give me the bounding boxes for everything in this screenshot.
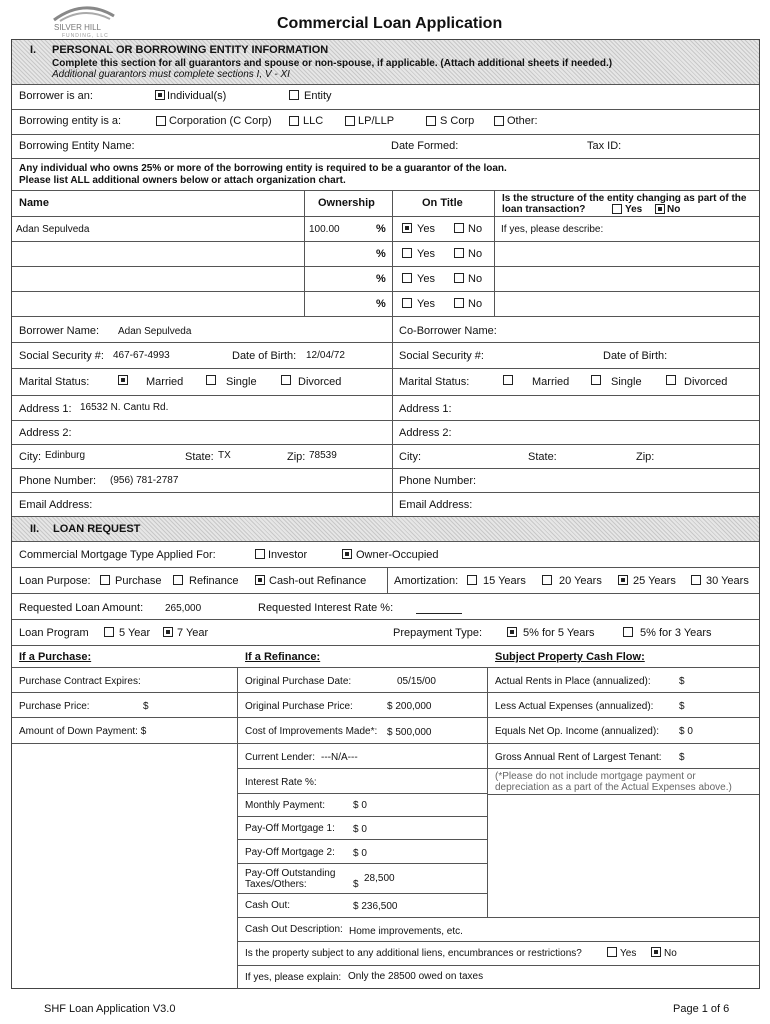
coborrower-marital-label: Marital Status:: [399, 376, 470, 388]
amort-30-checkbox[interactable]: [691, 575, 701, 585]
cash-out-desc-value: Home improvements, etc.: [349, 926, 463, 937]
owner1-title-yes: Yes: [417, 223, 435, 235]
borrower-dob-value: 12/04/72: [306, 350, 345, 361]
coborrower-divorced-checkbox[interactable]: [666, 375, 676, 385]
program-7yr-label: 7 Year: [177, 627, 209, 639]
borrower-single-label: Single: [226, 376, 257, 388]
borrower-dob-label: Date of Birth:: [232, 350, 297, 362]
borrower-ssn-value: 467-67-4993: [113, 350, 170, 361]
structure-describe-label: If yes, please describe:: [501, 224, 604, 235]
owner2-title-no-checkbox[interactable]: [454, 248, 464, 258]
loan-amount-label: Requested Loan Amount:: [19, 602, 144, 614]
coborrower-addr2-label: Address 2:: [399, 427, 452, 439]
refi-col-head: If a Refinance:: [245, 651, 321, 663]
owners-col-structure-2: loan transaction?: [502, 204, 586, 215]
cash-out-label: Cash Out:: [245, 900, 291, 911]
borrower-phone-label: Phone Number:: [19, 475, 97, 487]
entity-type-label: Borrowing entity is a:: [19, 115, 122, 127]
borrower-state-value: TX: [218, 450, 231, 461]
coborrower-ssn-label: Social Security #:: [399, 350, 484, 362]
scorp-checkbox[interactable]: [426, 116, 436, 126]
owner4-pct: %: [376, 298, 386, 310]
expenses-note-2: depreciation as a part of the Actual Expenses above.): [495, 782, 732, 793]
borrower-married-checkbox[interactable]: [118, 375, 128, 385]
borrower-phone-value: (956) 781-2787: [110, 475, 179, 486]
owner3-title-no-checkbox[interactable]: [454, 273, 464, 283]
noi-label: Equals Net Op. Income (annualized):: [495, 726, 659, 737]
coborrower-phone-label: Phone Number:: [399, 475, 477, 487]
owner4-title-yes: Yes: [417, 298, 435, 310]
owners-col-title: On Title: [422, 197, 463, 209]
amort-15-checkbox[interactable]: [467, 575, 477, 585]
owner2-title-yes-checkbox[interactable]: [402, 248, 412, 258]
liens-label: Is the property subject to any additional liens, encumbrances or restrictions?: [245, 948, 582, 959]
coborrower-dob-label: Date of Birth:: [603, 350, 668, 362]
current-lender-label: Current Lender:: [245, 752, 316, 763]
scorp-label: S Corp: [440, 115, 475, 127]
section1-note: Additional guarantors must complete sections I, V - XI: [52, 69, 290, 80]
expenses-note-1: (*Please do not include mortgage payment or: [495, 771, 696, 782]
borrower-addr2-label: Address 2:: [19, 427, 72, 439]
coborrower-divorced-label: Divorced: [684, 376, 728, 388]
coborrower-state-label: State:: [528, 451, 557, 463]
coborrower-email-label: Email Address:: [399, 499, 473, 511]
taxes-cur: $: [353, 879, 359, 890]
borrower-divorced-label: Divorced: [298, 376, 342, 388]
purchase-expires-label: Purchase Contract Expires:: [19, 676, 141, 687]
refinance-label: Refinance: [189, 575, 239, 587]
corp-label: Corporation (C Corp): [169, 115, 272, 127]
explain-label: If yes, please explain:: [245, 972, 342, 983]
section2-num: II.: [30, 523, 40, 535]
owner-occupied-label: Owner-Occupied: [356, 549, 439, 561]
lp-checkbox[interactable]: [345, 116, 355, 126]
improvements-label: Cost of Improvements Made*:: [245, 726, 378, 737]
owner2-title-yes: Yes: [417, 248, 435, 260]
section1-instructions: Complete this section for all guarantors and spouse or non-spouse, if applicable. (Attach additional sheets if needed.): [52, 58, 613, 69]
largest-tenant-value: $: [679, 752, 685, 763]
owners-note-line1: Any individual who owns 25% or more of the borrowing entity is required to be a guarantor of the loan.: [19, 163, 507, 174]
company-logo: [48, 4, 120, 40]
owners-col-ownership: Ownership: [318, 197, 375, 209]
improvements-value: $ 500,000: [387, 727, 432, 738]
owner3-pct: %: [376, 273, 386, 285]
rents-value: $: [679, 676, 685, 687]
amortization-label: Amortization:: [394, 575, 459, 587]
coborrower-married-checkbox[interactable]: [503, 375, 513, 385]
tax-id-label: Tax ID:: [587, 140, 622, 152]
owner-occupied-checkbox[interactable]: [342, 549, 352, 559]
amort-20-label: 20 Years: [559, 575, 602, 587]
borrower-zip-value: 78539: [309, 450, 337, 461]
orig-price-label: Original Purchase Price:: [245, 701, 353, 712]
owner1-name: Adan Sepulveda: [16, 224, 90, 235]
structure-no-label: No: [667, 204, 681, 215]
llc-label: LLC: [303, 115, 324, 127]
individual-label: Individual(s): [167, 90, 227, 102]
liens-yes-checkbox[interactable]: [607, 947, 617, 957]
refi-rate-label: Interest Rate %:: [245, 777, 317, 788]
owner3-title-yes: Yes: [417, 273, 435, 285]
taxes-label-2: Taxes/Others:: [245, 879, 307, 890]
borrower-city-value: Edinburg: [45, 450, 86, 461]
owner1-pct: %: [376, 223, 386, 235]
coborrower-addr1-label: Address 1:: [399, 403, 452, 415]
investor-label: Investor: [268, 549, 308, 561]
rents-label: Actual Rents in Place (annualized):: [495, 676, 651, 687]
cash-out-value: $ 236,500: [353, 901, 398, 912]
structure-yes-checkbox[interactable]: [612, 204, 622, 214]
coborrower-single-label: Single: [611, 376, 642, 388]
borrower-state-label: State:: [185, 451, 214, 463]
purchase-checkbox[interactable]: [100, 575, 110, 585]
interest-rate-field[interactable]: [416, 613, 462, 614]
section1-title: PERSONAL OR BORROWING ENTITY INFORMATION: [52, 44, 329, 56]
prepayment-label: Prepayment Type:: [393, 627, 483, 639]
owner1-ownership: 100.00: [309, 224, 340, 235]
largest-tenant-label: Gross Annual Rent of Largest Tenant:: [495, 752, 662, 763]
owner1-title-yes-checkbox[interactable]: [402, 223, 412, 233]
borrower-name-value: Adan Sepulveda: [118, 326, 192, 337]
borrower-marital-label: Marital Status:: [19, 376, 90, 388]
prepay-5-label: 5% for 5 Years: [523, 627, 595, 639]
coborrower-zip-label: Zip:: [636, 451, 655, 463]
owner3-title-yes-checkbox[interactable]: [402, 273, 412, 283]
other-label: Other:: [507, 115, 538, 127]
liens-yes-label: Yes: [620, 948, 637, 959]
borrower-single-checkbox[interactable]: [206, 375, 216, 385]
liens-no-checkbox[interactable]: [651, 947, 661, 957]
amort-25-checkbox[interactable]: [618, 575, 628, 585]
taxes-label-1: Pay-Off Outstanding: [245, 868, 336, 879]
footer-page: Page 1 of 6: [673, 1003, 730, 1015]
amort-30-label: 30 Years: [706, 575, 749, 587]
loan-program-label: Loan Program: [19, 627, 89, 639]
program-5yr-label: 5 Year: [119, 627, 151, 639]
purchase-label: Purchase: [115, 575, 162, 587]
amort-20-checkbox[interactable]: [542, 575, 552, 585]
orig-date-value: 05/15/00: [397, 676, 436, 687]
amort-15-label: 15 Years: [483, 575, 526, 587]
cash-col-head: Subject Property Cash Flow:: [495, 651, 645, 663]
orig-date-label: Original Purchase Date:: [245, 676, 352, 687]
loan-amount-value: 265,000: [165, 603, 202, 614]
payoff1-label: Pay-Off Mortgage 1:: [245, 823, 335, 834]
prepay-5-checkbox[interactable]: [507, 627, 517, 637]
date-formed-label: Date Formed:: [391, 140, 459, 152]
payoff1-value: $ 0: [353, 824, 367, 835]
borrower-addr1-value: 16532 N. Cantu Rd.: [80, 402, 169, 413]
entity-label: Entity: [304, 90, 332, 102]
payoff2-label: Pay-Off Mortgage 2:: [245, 847, 335, 858]
cashout-refinance-checkbox[interactable]: [255, 575, 265, 585]
payoff2-value: $ 0: [353, 848, 367, 859]
expenses-label: Less Actual Expenses (annualized):: [495, 701, 654, 712]
llc-checkbox[interactable]: [289, 116, 299, 126]
amort-25-label: 25 Years: [633, 575, 676, 587]
loan-purpose-label: Loan Purpose:: [19, 575, 91, 587]
section1-num: I.: [30, 44, 37, 56]
program-5yr-checkbox[interactable]: [104, 627, 114, 637]
noi-value: $ 0: [679, 726, 693, 737]
expenses-value: $: [679, 701, 685, 712]
logo-name: SILVER HILL: [54, 23, 101, 32]
monthly-payment-value: $ 0: [353, 800, 367, 811]
borrower-name-label: Borrower Name:: [19, 325, 100, 337]
borrower-addr1-label: Address 1:: [19, 403, 72, 415]
coborrower-married-label: Married: [532, 376, 570, 388]
interest-rate-label: Requested Interest Rate %:: [258, 602, 394, 614]
down-payment-label: Amount of Down Payment: $: [19, 726, 147, 737]
entity-checkbox[interactable]: [289, 90, 299, 100]
borrower-ssn-label: Social Security #:: [19, 350, 104, 362]
owners-col-name: Name: [19, 197, 49, 209]
purchase-price-value: $: [143, 701, 149, 712]
explain-value: Only the 28500 owed on taxes: [348, 971, 484, 982]
cashout-refinance-label: Cash-out Refinance: [269, 575, 367, 587]
liens-no-label: No: [664, 948, 677, 959]
logo-sub: FUNDING, LLC: [62, 33, 109, 39]
refinance-checkbox[interactable]: [173, 575, 183, 585]
lp-label: LP/LLP: [358, 115, 395, 127]
coborrower-single-checkbox[interactable]: [591, 375, 601, 385]
structure-no-checkbox[interactable]: [655, 204, 665, 214]
owner2-pct: %: [376, 248, 386, 260]
borrower-type-label: Borrower is an:: [19, 90, 93, 102]
corp-checkbox[interactable]: [156, 116, 166, 126]
owner1-title-no: No: [468, 223, 483, 235]
program-7yr-checkbox[interactable]: [163, 627, 173, 637]
page-title: Commercial Loan Application: [277, 15, 503, 32]
borrower-zip-label: Zip:: [287, 451, 306, 463]
other-checkbox[interactable]: [494, 116, 504, 126]
footer-version: SHF Loan Application V3.0: [44, 1003, 176, 1015]
coborrower-city-label: City:: [399, 451, 421, 463]
owner2-title-no: No: [468, 248, 483, 260]
owner4-title-no: No: [468, 298, 483, 310]
purchase-col-head: If a Purchase:: [19, 651, 92, 663]
current-lender-value: ---N/A---: [321, 752, 358, 763]
mortgage-type-label: Commercial Mortgage Type Applied For:: [19, 549, 216, 561]
owner1-title-no-checkbox[interactable]: [454, 223, 464, 233]
structure-yes-label: Yes: [625, 204, 643, 215]
borrower-email-label: Email Address:: [19, 499, 93, 511]
investor-checkbox[interactable]: [255, 549, 265, 559]
entity-name-label: Borrowing Entity Name:: [19, 140, 135, 152]
owners-col-structure: Is the structure of the entity changing as part of the: [502, 193, 747, 204]
prepay-3-label: 5% for 3 Years: [640, 627, 712, 639]
monthly-payment-label: Monthly Payment:: [245, 800, 326, 811]
cash-out-desc-label: Cash Out Description:: [245, 924, 343, 935]
individual-checkbox[interactable]: [155, 90, 165, 100]
owner4-title-yes-checkbox[interactable]: [402, 298, 412, 308]
owners-note-line2: Please list ALL additional owners below or attach organization chart.: [19, 175, 346, 186]
owner3-title-no: No: [468, 273, 483, 285]
prepay-3-checkbox[interactable]: [623, 627, 633, 637]
taxes-value: 28,500: [364, 873, 395, 884]
section2-title: LOAN REQUEST: [53, 523, 141, 535]
orig-price-value: $ 200,000: [387, 701, 432, 712]
logo-arc-icon: [48, 4, 120, 22]
borrower-city-label: City:: [19, 451, 41, 463]
borrower-married-label: Married: [146, 376, 184, 388]
borrower-divorced-checkbox[interactable]: [281, 375, 291, 385]
coborrower-name-label: Co-Borrower Name:: [399, 325, 497, 337]
owner4-title-no-checkbox[interactable]: [454, 298, 464, 308]
purchase-price-label: Purchase Price:: [19, 701, 90, 712]
